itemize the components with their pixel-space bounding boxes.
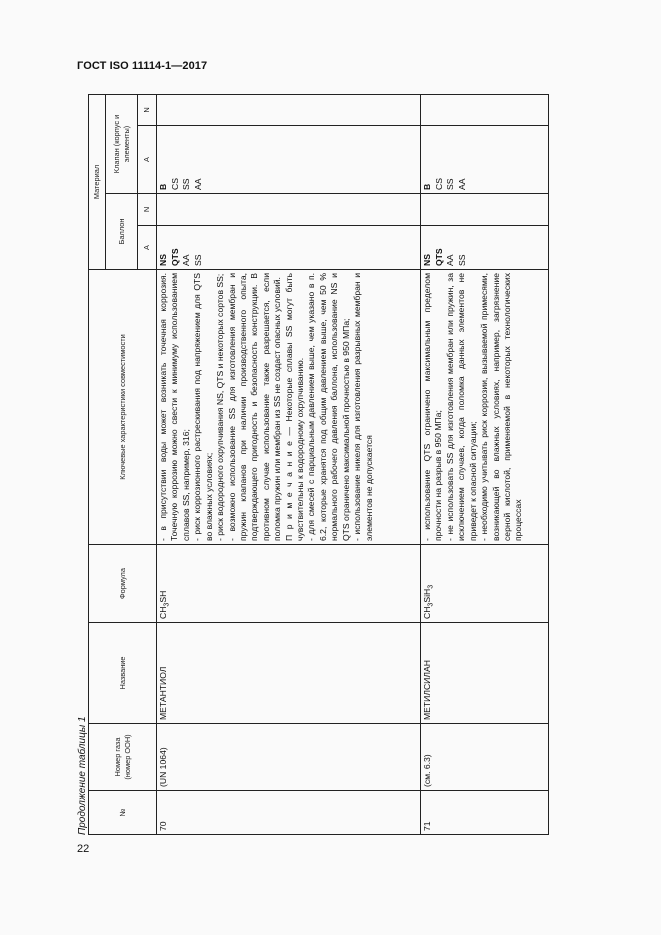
valve-a-materials: B CS SS AA: [157, 126, 421, 194]
page-number: 22: [77, 843, 90, 855]
compatibility-table: [88, 94, 549, 835]
row-formula: $CH_3SiH_3$: [421, 545, 549, 623]
valve-n-materials: [421, 94, 549, 125]
row-un: (UN 1064): [157, 724, 421, 791]
valve-a-materials: B CS SS AA: [421, 126, 549, 194]
row-name: МЕТАНТИОЛ: [157, 623, 421, 724]
cylinder-n-materials: [421, 194, 549, 226]
cylinder-a-materials: NS QTS AA SS: [157, 226, 421, 270]
col-name-header: Название: [89, 623, 157, 724]
row-name: МЕТИЛСИЛАН: [421, 623, 549, 724]
cylinder-n-header: N: [138, 194, 157, 226]
row-num: 70: [157, 791, 421, 835]
valve-n-header: N: [138, 94, 157, 125]
col-key-header: Ключевые характеристики совместимости: [89, 270, 157, 545]
col-cylinder-header: Баллон: [106, 194, 138, 270]
row-formula: $CH_3SH$: [157, 545, 421, 623]
standard-title: ГОСТ ISO 11114-1—2017: [77, 60, 208, 72]
rotated-table: [88, 95, 549, 835]
col-un-header: Номер газа (номер ООН): [89, 724, 157, 791]
valve-n-materials: [157, 94, 421, 125]
row-num: 71: [421, 791, 549, 835]
row-un: (см. 6.3): [421, 724, 549, 791]
col-formula-header: Формула: [89, 545, 157, 623]
table-row: [421, 94, 549, 834]
col-num-header: №: [89, 791, 157, 835]
cylinder-n-materials: [157, 194, 421, 226]
row-description: - в присутствии воды может возникать точечная коррозия. Точечную коррозию можно свести к минимуму использованием сплавов SS, например, 316; - риск коррозионного растрескивания под напряжением для QTS во влажных условиях; - риск водородного охрупчивания NS, QTS и некоторых сортов SS; - возможно использование SS для изготовления мембран и пружин клапанов при наличии производственного опыта, подтверждающего пригодность и безопасность конструкции. В противном случае использование также разрешается, если поломка пружин или мембран из SS не создаст опасных условий. П р и м е ч а н и е — Некоторые сплавы SS могут быть чувствительны к водородному охрупчиванию. - для смесей с парциальным давлением выше, чем указано в п. 6.2, которые хранятся под общим давлением выше, чем 50 % нормального рабочего давления баллона, использование NS и QTS ограничено максимальной прочностью в 950 МПа; - использование никеля для изготовления разрывных мембран и элементов не допускается: [157, 270, 421, 545]
continuation-label: Продолжение таблицы 1: [77, 716, 88, 835]
valve-a-header: А: [138, 126, 157, 194]
col-valve-header: Клапан (корпус и элементы): [106, 94, 138, 193]
cylinder-a-header: А: [138, 226, 157, 270]
cylinder-a-materials: NS QTS AA SS: [421, 226, 549, 270]
row-description: - использование QTS ограничено максимальным пределом прочности на разрыв в 950 МПа; - не использовать SS для изготовления мембран или пружин, за исключением случаев, когда поломка данных элементов не приведет к опасной ситуации; - необходимо учитывать риск коррозии, вызываемой примесями, возникающей во влажных условиях, например, загрязнение серной кислотой, применяемой в некоторых технологических процессах: [421, 270, 549, 545]
col-material-header: Материал: [89, 94, 106, 269]
table-row: [157, 94, 421, 834]
